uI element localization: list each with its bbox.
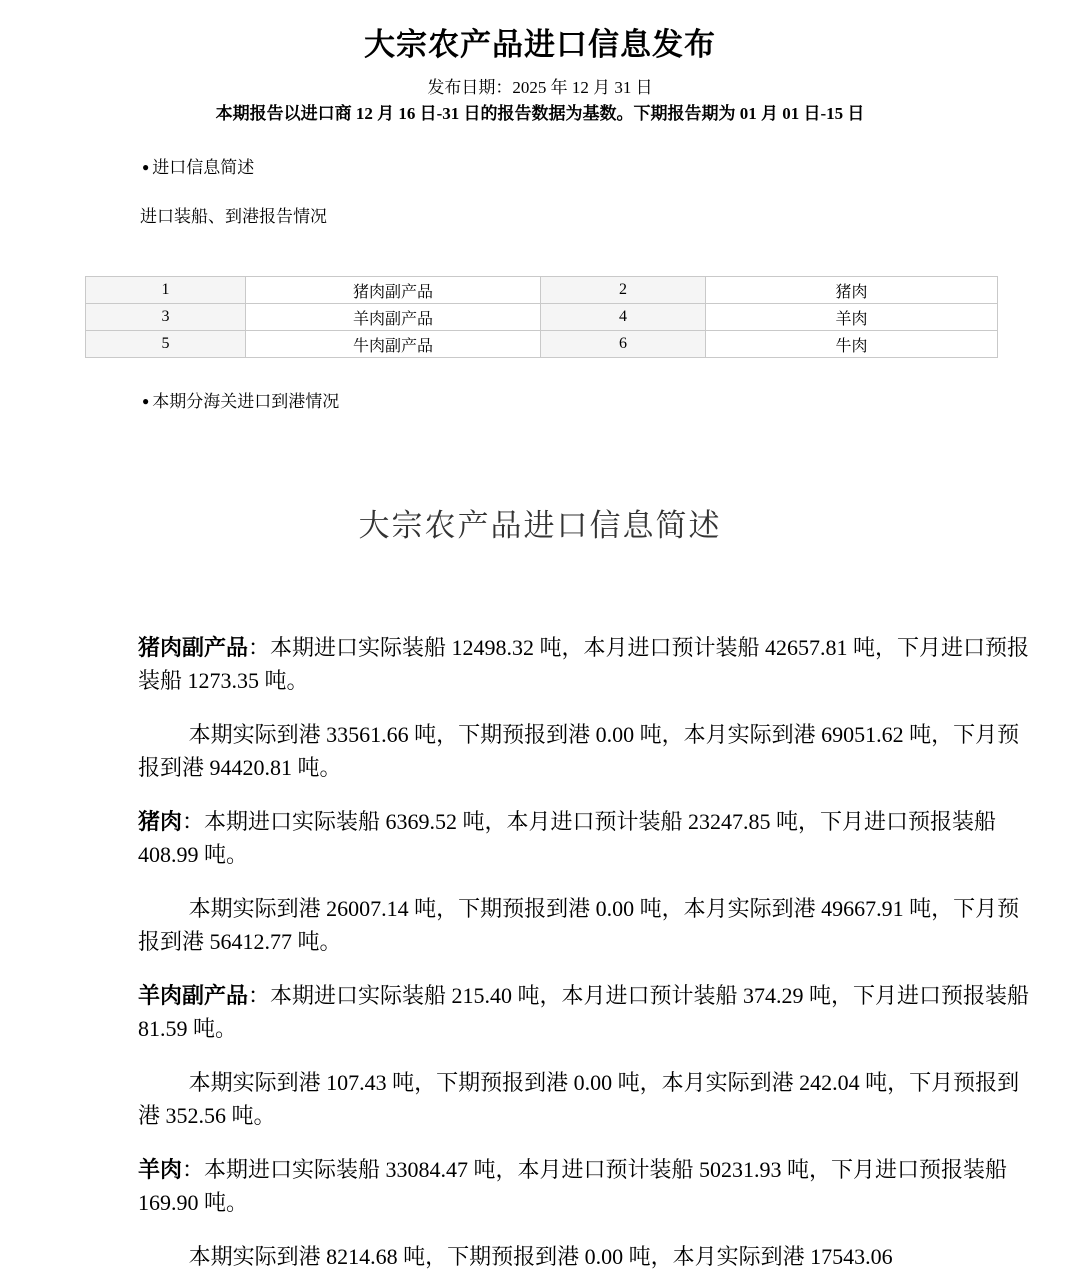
paragraph-text: ：本期进口实际装船 33084.47 吨，本月进口预计装船 50231.93 吨，下月进口预报装船 169.90 吨。 (138, 1157, 1008, 1215)
products-table (85, 276, 998, 358)
summary-paragraph (138, 805, 1034, 871)
table-row (86, 331, 998, 358)
product-index-cell: 2 (541, 277, 706, 304)
paragraph-text: 本期实际到港 107.43 吨，下期预报到港 0.00 吨，本月实际到港 242.04 吨，下月预报到港 352.56 吨。 (138, 1070, 1020, 1128)
bullet-item-import-summary (142, 156, 1080, 179)
summary-paragraph (138, 1240, 1034, 1273)
bullet-item-label: 进口信息简述 (152, 158, 255, 177)
summary-paragraph (138, 631, 1034, 697)
product-index-cell: 3 (86, 304, 246, 331)
paragraph-text: ：本期进口实际装船 12498.32 吨，本月进口预计装船 42657.81 吨，下月进口预报装船 1273.35 吨。 (138, 635, 1030, 693)
summary-paragraph (138, 1153, 1034, 1219)
shipping-arrival-caption: 进口装船、到港报告情况 (140, 207, 327, 226)
product-name-cell: 猪肉副产品 (246, 277, 541, 304)
paragraph-text: ：本期进口实际装船 6369.52 吨，本月进口预计装船 23247.85 吨，下月进口预报装船 408.99 吨。 (138, 809, 997, 867)
page-title: 大宗农产品进口信息发布 (364, 27, 716, 62)
paragraph-text: ：本期进口实际装船 215.40 吨，本月进口预计装船 374.29 吨，下月进口预报装船 81.59 吨。 (138, 983, 1030, 1041)
bullet-icon (142, 156, 152, 179)
product-lead-label: 羊肉 (138, 1157, 183, 1182)
product-index-cell: 6 (541, 331, 706, 358)
summary-paragraph (138, 892, 1034, 958)
product-index-cell: 1 (86, 277, 246, 304)
summary-paragraph (138, 1066, 1034, 1132)
product-lead-label: 猪肉 (138, 809, 183, 834)
table-row (86, 277, 998, 304)
bullet-item-label: 本期分海关进口到港情况 (152, 392, 340, 411)
product-name-cell: 牛肉副产品 (246, 331, 541, 358)
summary-paragraph (138, 979, 1034, 1045)
product-lead-label: 猪肉副产品 (138, 635, 249, 660)
product-index-cell: 5 (86, 331, 246, 358)
paragraph-text: 本期实际到港 8214.68 吨，下期预报到港 0.00 吨，本月实际到港 17543.06 (188, 1244, 893, 1269)
product-name-cell: 猪肉 (706, 277, 998, 304)
report-period-note: 本期报告以进口商 12 月 16 日-31 日的报告数据为基数。下期报告期为 01 月 01 日-15 日 (215, 104, 865, 123)
product-name-cell: 羊肉 (706, 304, 998, 331)
bullet-item-customs-arrival (142, 390, 1080, 413)
bullet-icon (142, 390, 152, 413)
product-name-cell: 羊肉副产品 (246, 304, 541, 331)
summary-section-title: 大宗农产品进口信息简述 (358, 508, 722, 543)
publish-date: 发布日期：2025 年 12 月 31 日 (427, 78, 653, 97)
product-index-cell: 4 (541, 304, 706, 331)
product-name-cell: 牛肉 (706, 331, 998, 358)
summary-paragraph (138, 718, 1034, 784)
product-lead-label: 羊肉副产品 (138, 983, 249, 1008)
paragraph-text: 本期实际到港 26007.14 吨，下期预报到港 0.00 吨，本月实际到港 49667.91 吨，下月预报到港 56412.77 吨。 (138, 896, 1020, 954)
summary-body (138, 631, 1034, 1273)
table-row (86, 304, 998, 331)
paragraph-text: 本期实际到港 33561.66 吨，下期预报到港 0.00 吨，本月实际到港 69051.62 吨，下月预报到港 94420.81 吨。 (138, 722, 1020, 780)
